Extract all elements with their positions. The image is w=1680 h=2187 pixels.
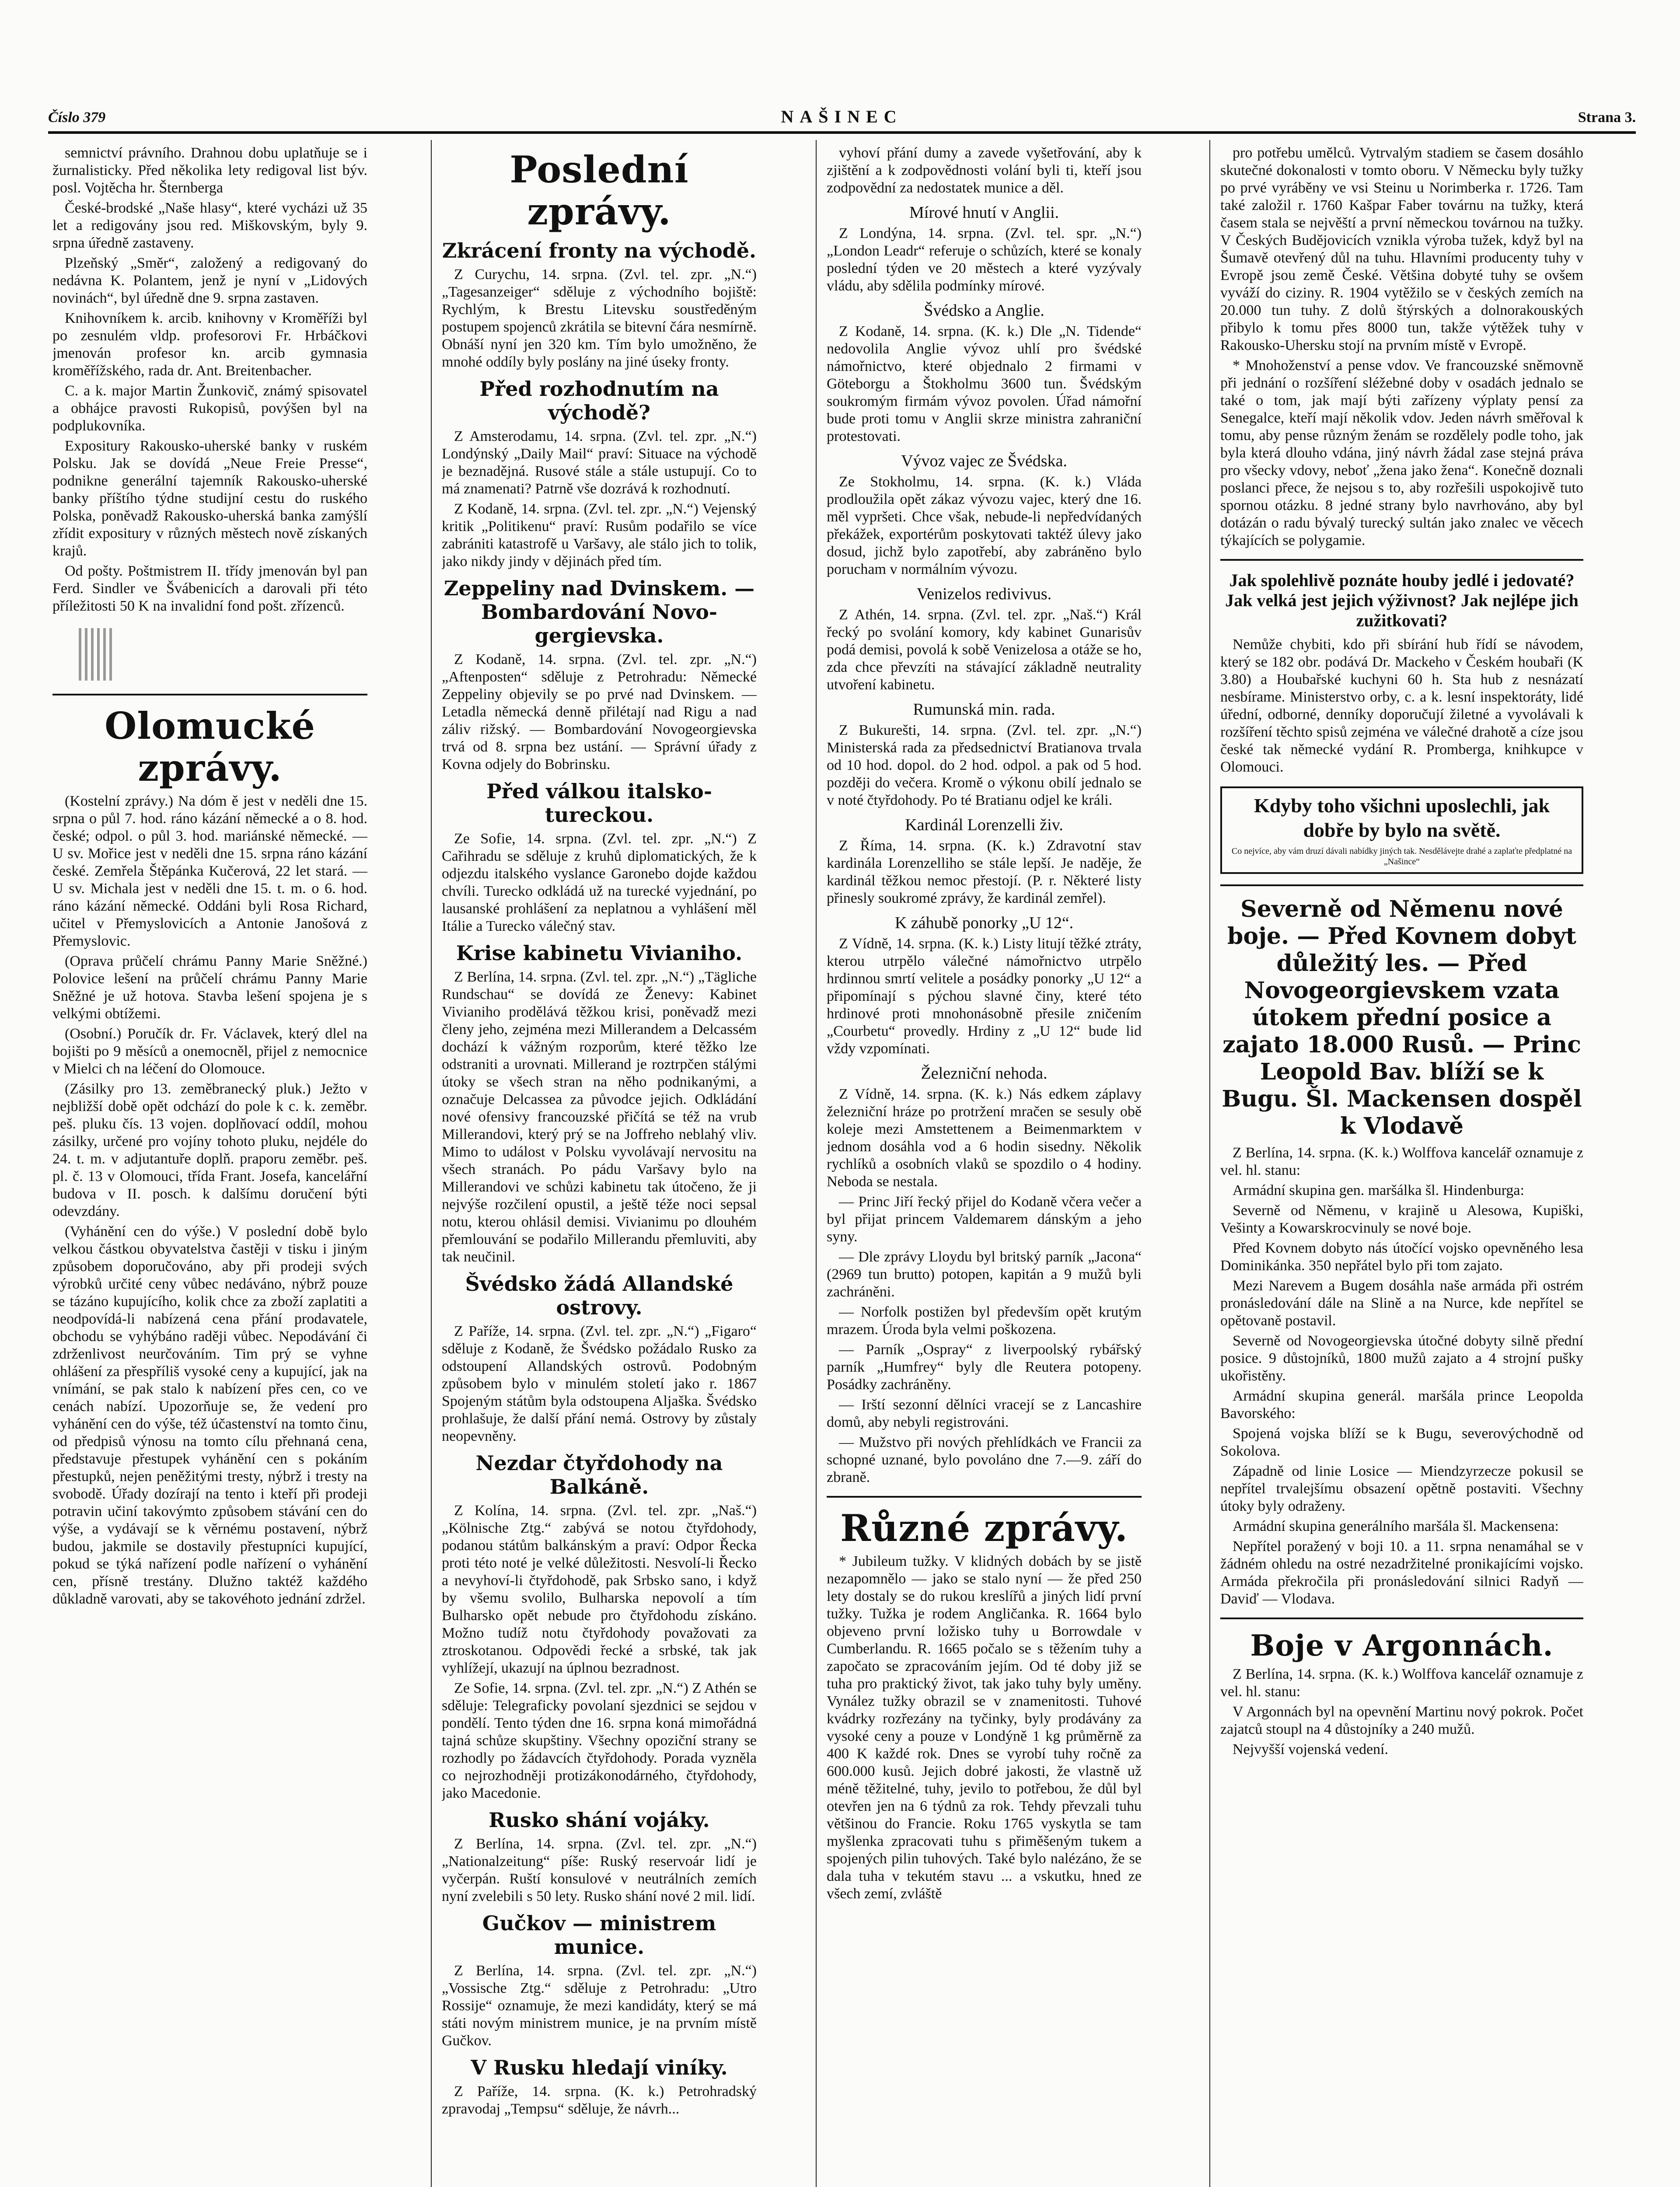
article-paragraph: Západně od linie Losice — Miendzyrzecze pokusil se nepřítel trvalejšímu obsazení opětně postaviti. Všechny útoky byly odraženy. [1220, 1463, 1583, 1514]
article-paragraph: — Parník „Ospray“ z liverpoolský rybářský parník „Humfrey“ byly dle Reutera potopeny. Posádky zachráněny. [827, 1342, 1142, 1393]
article-paragraph: Z Londýna, 14. srpna. (Zvl. tel. spr. „N.“) „London Leadr“ referuje o schůzích, které se konaly poslední týden ve 20 městech a které vyzývaly vládu, aby sdělila podmínky mírové. [827, 225, 1142, 294]
latest-news-sections [442, 266, 757, 2118]
article-heading: K záhubě ponorky „U 12“. [894, 914, 1074, 932]
column-divider [816, 140, 817, 2187]
mushroom-advert-text: Nemůže chybiti, kdo při sbírání hub řídí se návodem, který se 182 obr. podává Dr. Mackeho v Českém houbaři (K 3.80) a Houbařské kuchyni 60 h. Sta hub z nesnázatí nesbírame. Ministerstvo orby, c. a k. lesní inspektoráty, lidé úřední, odborné, denníky doporučují žiletné a vyvolávali k rozšíření těchto spisů zejména ve válečné drahotě a cíze jsou české tak německé vydání R. Promberga, knihkupce v Olomouci. [1220, 636, 1583, 775]
section-rule [1220, 1618, 1583, 1619]
article-paragraph: Knihovníkem k. arcib. knihovny v Kroměříži byl po zesnulém vldp. profesorovi Fr. Hrbáčkovi jmenován profesor kn. arcib gymnasia kroměřížského, rada dr. Ant. Breitenbacher. [52, 310, 367, 379]
article-paragraph: Severně od Novogeorgievska útočné dobyty silně přední posice. 9 důstojníků, 1800 mužů zajato a 4 strojní pušky ukořistěny. [1220, 1333, 1583, 1384]
section-rule [52, 694, 367, 695]
article-paragraph: Z Berlína, 14. srpna. (K. k.) Wolffova kancelář oznamuje z vel. hl. stanu: [1220, 1666, 1583, 1700]
article-heading: Krise kabinetu Vivianiho. [456, 941, 743, 965]
article-paragraph: (Oprava průčelí chrámu Panny Marie Sněžné.) Polovice lešení na průčelí chrámu Panny Marie Sněžné je už hotova. Stavba lešení spojena je s velkými obtížemi. [52, 953, 367, 1022]
article-heading: Švédsko žádá Allandské ostrovy. [465, 1272, 733, 1319]
issue-number: Číslo 379 [48, 109, 106, 126]
article-paragraph: Z Curychu, 14. srpna. (Zvl. tel. zpr. „N.“) „Tagesanzeiger“ sděluje z východního bojiště: Rychlým, k Brestu Litevsku soustředěným postupem spojenců zkrátila se bitevní čára nesmírně. Obnáší nyní jen 320 km. Tím bylo umožněno, že mnohé oddíly byly poslány na jiné úseky fronty. [442, 266, 757, 370]
article-heading: Gučkov — ministrem munice. [482, 1911, 716, 1959]
olomouc-news-body [52, 793, 367, 1608]
article-paragraph: * Mnohoženství a pense vdov. Ve francouzské sněmovně při jednání o rozšíření sléžebné doby v osadách jednalo se také o tom, jak mají býti zařízeny výplaty pensí za Senegalce, kteří mají několik vdov. Jeden návrh směřoval k tomu, aby pense různým ženám se rozdělely podle toho, jak byla která dlouho vdána, jiný návrh žádal zase stejná práva pro všecky vdovy, neboť „žena jako žena“. Konečně doznali poslanci přece, že nejsou s to, aby rozřešili uspokojivě tuto spornou otázku. 8 jedné strany bylo navrhováno, aby byl dotázán o radu bývalý turecký sultán jako znalec ve věcech týkajících se polygamie. [1220, 357, 1583, 548]
column-4 [1220, 144, 1583, 2187]
article-heading: Železniční nehoda. [921, 1064, 1048, 1083]
article-paragraph: Ze Sofie, 14. srpna. (Zvl. tel. zpr. „N.“) Z Cařihradu se sděluje z kruhů diplomatických, že k odjezdu italského vyslance Garonebo dojde každou chvíli. Turecko odkládá už na turecké vyjednání, po lausanské prohlášení za neplatnou a vyhlášení měl Itálie a Turecko válečný stav. [442, 831, 757, 934]
article-paragraph: Od pošty. Poštmistrem II. třídy jmenován byl pan Ferd. Sindler ve Švábenicích a darovali při této příležitosti 50 K na invalidní fond pošt. zřízenců. [52, 563, 367, 614]
article-paragraph: (Osobní.) Poručík dr. Fr. Václavek, který dlel na bojišti po 9 měsíců a onemocněl, přijel z nemocnice v Mielci ch na léčení do Olomouce. [52, 1026, 367, 1077]
subscription-box [1220, 786, 1583, 874]
article-heading: Rusko shání vojáky. [489, 1808, 710, 1832]
latest-news-heading: Poslední zprávy. [510, 148, 689, 233]
column-divider [431, 140, 432, 2187]
article-paragraph: Expositury Rakousko-uherské banky v ruském Polsku. Jak se dovídá „Neue Freie Presse“, podnikne generální tajemník Rakousko-uherské banky příštího týdne studijní cestu do ruského Polska, poněvadž Rakousko-uherská banka zamýšlí zřídit expositury v různých městech nově získaných krajů. [52, 438, 367, 559]
article-paragraph: Ze Stokholmu, 14. srpna. (K. k.) Vláda prodloužila opět zákaz vývozu vajec, který dne 16. měl vypršeti. Chce však, nebude-li nepředvídaných překážek, exportérům poskytovati taktéž úlevy jako dosud, jichž bylo zapotřebí, aby zabráněno bylo porucham v normálním vývozu. [827, 474, 1142, 577]
page-number: Strana 3. [1578, 109, 1636, 126]
print-artifact [52, 628, 367, 681]
article-paragraph: Ze Sofie, 14. srpna. (Zvl. tel. zpr. „N.“) Z Athén se sděluje: Telegraficky povolaní sjezdnici se sejdou v pondělí. Tento týden dne 16. srpna koná mimořádná tajná schůze skupštiny. Všechny opoziční strany se rozhodly po žádavcích čtyřdohody. Porada vyzněla co nejrozhodněji protizákonodárného, čtyřdohody, jako Macedonie. [442, 1680, 757, 1801]
article-paragraph: Z Paříže, 14. srpna. (Zvl. tel. zpr. „N.“) „Figaro“ sděluje z Kodaně, že Švédsko požádalo Rusko za odstoupení Allandských ostrovů. Podobným způsobem bylo v minulém století jako r. 1867 Spojeným státům byla odstoupena Aljaška. Švédsko prohlašuje, že další přání nemá. Ostrovy by zůstaly neopevněny. [442, 1323, 757, 1444]
article-paragraph: — Princ Jiří řecký přijel do Kodaně včera večer a byl přijat princem Valdemarem dánským a jeho syny. [827, 1194, 1142, 1245]
article-paragraph: Nepřítel poražený v boji 10. a 11. srpna nenamáhal se v žádném ohledu na ostré nezadržitelné pronikajícími vojsko. Armáda překročila při pronásledování silnici Radyň — Daviď — Vlodava. [1220, 1538, 1583, 1607]
section-rule [1220, 559, 1583, 561]
article-paragraph: Armádní skupina generál. maršála prince Leopolda Bavorského: [1220, 1388, 1583, 1422]
article-heading: V Rusku hledají viníky. [471, 2056, 728, 2079]
mushroom-question-heading: Jak spolehlivě poznáte houby jedlé i jedovaté? Jak velká jest jejich výživnost? Jak nejlépe jich zužitkovati? [1225, 570, 1579, 630]
article-paragraph: Z Říma, 14. srpna. (K. k.) Zdravotní stav kardinála Lorenzelliho se stále lepší. Je naděje, že kardinál těžkou nemoc přestojí. (P. r. Některé listy přinesly soukromé zprávy, že kardinál zemřel). [827, 838, 1142, 906]
article-paragraph: České-brodské „Naše hlasy“, které vycházi už 35 let a redigovány jsou red. Miškovským, byly 9. srpna úředně zastaveny. [52, 200, 367, 251]
argonne-heading: Boje v Argonnách. [1250, 1628, 1554, 1663]
argonne-body [1220, 1666, 1583, 1758]
article-paragraph: Z Vídně, 14. srpna. (K. k.) Listy litují těžké ztráty, kterou utrpělo válečné námořnictvo utrpělo hrdinnou smrtí velitele a posádky ponorky „U 12“ a připomínají s pýchou slavné činy, které této hrdinové proti mnohonásobně přesile zničením „Courbetu“ provedly. Hrdiny z „U 12“ bude lid vždy vzpomínati. [827, 936, 1142, 1057]
article-heading: Zeppeliny nad Dvinskem. — Bombardování Novo-gergievska. [444, 576, 755, 647]
article-paragraph: Z Kolína, 14. srpna. (Zvl. tel. zpr. „Naš.“) „Kölnische Ztg.“ zabývá se notou čtyřdohody, podanou státům balkánským a praví: Odpor Řecka proti této noté je velké důležitosti. Nesvolí-li Řecko a nevyhoví-li čtyřdohodě, pak Srbsko sano, i když by všemu svolilo, Bulharska nepovolí a tím Bulharsko opět nebude pro čtyřdohodu získáno. Možno tudíž notu čtyřdohody považovati za ztroskotanou. Odpovědi řecké a srbské, tak jak vyhlížejí, ukazují na úplnou bezradnost. [442, 1502, 757, 1676]
article-heading: Vývoz vajec ze Švédska. [901, 452, 1067, 470]
various-news-body [827, 1553, 1142, 1903]
column-divider [1209, 140, 1210, 2187]
latest-news-subheading: Zkrácení fronty na východě. [442, 239, 757, 262]
article-paragraph: Před Kovnem dobyto nás útočící vojsko opevněného lesa Dominikánka. 350 nepřátel bylo při tom zajato. [1220, 1240, 1583, 1274]
article-paragraph: Mezi Narevem a Bugem dosáhla naše armáda při ostrém pronásledování dále na Slině a na Nurce, kde nepřítel se opětovaně postavil. [1220, 1278, 1583, 1329]
column-3-top-text [827, 144, 1142, 197]
front-news-heading: Severně od Němenu nové boje. — Před Kovnem dobyt důležitý les. — Před Novogeorgievskem vzata útokem přední posice a zajato 18.000 Rusů. — Princ Leopold Bav. blíží se k Bugu. Šl. Mackensen dospěl k Vlodavě [1222, 896, 1582, 1139]
article-paragraph: (Vyhánění cen do výše.) V poslední době bylo velkou částkou obyvatelstva častěji v tisku i jiným způsobem doporučováno, aby při prodeji svých výrobků určité ceny vůbec nedáváno, nýbrž pouze se tázáno kupujícího, kolik chce za zboží zaplatiti a neodpovídá-li nabízená cena přání prodavatele, obchodu se vyhýbáno raději vůbec. Nepodávání či zdrženlivost neurčováním. Tim prý se vyhne ohlášení za přespříliš vysoké ceny a kupující, jak na vnímání, se pak stalo k nabízení přes cen, co ve cenách nabízí. Upozorňuje se, že vedení pro vyhánění cen do výše, též účastenství na tomto činu, od předpisů výnosu na tomto cílu přehnaná cena, představuje přestupek vyhánění cen s pokáním přestupků, nejen peněžitými tresty, nýbrž i tresty na svobodě. Úřady dozírají na tento i kteří při prodeji potravin učiní takovýmto způsobem stávání cen do výše, a vydávají se k věrnému postavení, nýbrž budou, jakmile se dostavily přestupníci kupující, pokud se týká nařízení podle nařízení o vyhánění cen, přísně trestány. Dlužno taktéž každého důkladně varovati, aby se takovéhoto jednání zdržel. [52, 1223, 367, 1607]
article-paragraph: Z Bukurešti, 14. srpna. (Zvl. tel. zpr. „N.“) Ministerská rada za předsednictví Bratianova trvala od 10 hod. dopol. do 2 hod. odpol. a pak od 5 hod. později do večera. Kromě o výkonu obilí jednalo se v noté čtyřdohody. Po té Bratianu odjel ke králi. [827, 722, 1142, 808]
article-paragraph: Z Berlína, 14. srpna. (Zvl. tel. zpr. „N.“) „Nationalzeitung“ píše: Ruský reservoár lidí je vyčerpán. Ruští konsulové v neutrálních zemích nyní zvelebili s 50 lety. Rusko shání nové 2 mil. lidí. [442, 1836, 757, 1904]
article-paragraph: Z Athén, 14. srpna. (Zvl. tel. zpr. „Naš.“) Král řecký po svolání komory, kdy kabinet Gunarisův podá demisi, povolá k sobě Venizelosa a otáže se ho, zda chce převzíti na stávající základně neutrality utvoření kabinetu. [827, 607, 1142, 693]
section-rule [827, 1496, 1142, 1498]
article-heading: Mírové hnutí v Anglii. [909, 203, 1059, 222]
column-3-sections [827, 203, 1142, 1486]
article-paragraph: — Dle zprávy Lloydu byl britský parník „Jacona“ (2969 tun brutto) potopen, kapitán a 9 mužů byli zachráněni. [827, 1249, 1142, 1300]
various-news-heading: Různé zprávy. [840, 1506, 1128, 1550]
article-paragraph: — Mužstvo při nových přehlídkách ve Francii za schopné uznané, bylo povoláno dne 7.—9. září do zbraně. [827, 1434, 1142, 1485]
article-paragraph: pro potřebu umělců. Vytrvalým stadiem se časem dosáhlo skutečné dokonalosti v tomto oboru. V Německu byly tužky po prvé vyráběny ve vsi Steinu u Norimberka r. 1726. Tam také založil r. 1760 Kašpar Faber továrnu na tužky, která časem stala se nejvěští a první německou továrnou na tužky. V Českých Budějovicích vznikla výroba tužek, když byl na Šumavě otevřený důl na tuhu. Hlavními producenty tuhy v Evropě jsou země České. Většina dobyté tuhy se ovšem vyváží do ciziny. R. 1904 vytěžilo se v českých zemích na 20.000 tun tuhy. Z dolů štýrských a dolnorakouských přibylo k tomu přes 8000 tun, takže výtěžek tuhy v Rakousko-Uhersku stojí na prvním místě v Evropě. [1220, 145, 1583, 353]
newspaper-title: NAŠINEC [781, 107, 903, 126]
column-4-top-text [1220, 144, 1583, 549]
subscription-box-text: Kdyby toho všichni uposlechli, jak dobře by bylo na světě. [1254, 794, 1550, 841]
column-1-top-articles [52, 144, 367, 615]
article-heading: Kardinál Lorenzelli živ. [905, 816, 1063, 834]
article-paragraph: Z Berlína, 14. srpna. (Zvl. tel. zpr. „N.“) „Vossische Ztg.“ sděluje z Petrohradu: „Utro Rossije“ oznamuje, že mezi kandidáty, který se má státi novým ministrem munice, je na prvním místě Gučkov. [442, 1963, 757, 2049]
front-news-body [1220, 1144, 1583, 1608]
section-rule [1220, 884, 1583, 886]
column-3 [827, 144, 1142, 2187]
article-paragraph: C. a k. major Martin Žunkovič, známý spisovatel a obhájce pravosti Rukopisů, povýšen byl na podplukovníka. [52, 383, 367, 434]
article-paragraph: semnictví právního. Drahnou dobu uplatňuje se i žurnalisticky. Před několika lety redigoval list býv. posl. Vojtěcha hr. Šternberga [52, 145, 367, 196]
column-2 [442, 144, 757, 2187]
article-paragraph: (Zásilky pro 13. zeměbranecký pluk.) Ježto v nejbližší době opět odchází do pole k c. k. zeměbr. peš. pluku čís. 13 vojen. doplňovací oddíl, mohou zásilky, určené pro vojíny tohoto pluku, nejdéle do 24. t. m. v adjutantuře doplň. praporu zeměbr. peš. pl. č. 13 v Olomouci, třída Frant. Josefa, kancelářní budova v II. posch. k dalšímu doručení býti odevzdány. [52, 1081, 367, 1219]
article-paragraph: Armádní skupina generálního maršála šl. Mackensena: [1233, 1518, 1559, 1534]
article-paragraph: Armádní skupina gen. maršálka šl. Hindenburga: [1233, 1182, 1524, 1198]
article-paragraph: Spojená vojska blíží se k Bugu, severovýchodně od Sokolova. [1220, 1425, 1583, 1459]
article-paragraph: Z Vídně, 14. srpna. (K. k.) Nás edkem záplavy železniční hráze po protržení mračen se sesuly obě koleje mezi Amstettenem a Beimenmarktem v jednom dosáhla vod a 6 hodin sisedny. Několik rychlíků a osobních vlaků se spozdilo o 4 hodiny. Neboda se nestala. [827, 1086, 1142, 1190]
article-paragraph: Nejvyšší vojenská vedení. [1233, 1741, 1388, 1757]
article-heading: Venizelos redivivus. [916, 585, 1052, 603]
article-heading: Nezdar čtyřdohody na Balkáně. [475, 1451, 723, 1499]
article-paragraph: Z Kodaně, 14. srpna. (K. k.) Dle „N. Tidende“ nedovolila Anglie vývoz uhlí pro švédské námořnictvo, které objednalo 2 firmami v Göteborgu a Štokholmu 3600 tun. Švédským soukromým firmám vývoz povolen. Úřad námořní bude proti tomu v Anglii skrze ministra zahraniční protestovati. [827, 323, 1142, 444]
article-paragraph: * Jubileum tužky. V klidných dobách by se jistě nezapomnělo — jako se stalo nyní — že před 250 lety dostaly se do rukou kreslířů a jiných lidí první tužky. Tužka je rodem Angličanka. R. 1664 bylo objeveno první ložisko tuhy u Borrowdale v Cumberlandu. R. 1665 počalo se s těžením tuhy a započato se zpracováním jejím. Od té doby již se tuha pro praktický život, tak jako tuhy byly uměny. Vynález tužky obrazil se v znamenitosti. Tuhové kvádrky rozřezány na tyčinky, byly prodávány za vysoké ceny a pouze v Londýně 1 kg průměrně za 400 K každé rok. Dnes se vyrobí tuhy ročně za 600.000 kusů. Jejich dobré jakosti, že vlastně už méně těžitelné, tuhy, jevilo to potřebou, že důl byl otevřen jen na 6 týdnů za rok. Tehdy převzali tuhu většinou do Francie. Roku 1765 vyskytla se tam myšlenka zpracovati tuhu s přiměšeným tukem a spojených pilin tuhových. Také bylo nalézáno, že se dala tuha v tekutém stavu ... a vskutku, hned ze všech zemí, zvláště [827, 1553, 1142, 1902]
column-1 [52, 144, 367, 2187]
article-heading: Před rozhodnutím na východě? [479, 377, 719, 424]
article-paragraph: — Irští sezonní dělníci vracejí se z Lancashire domů, aby nebyli registrováni. [827, 1397, 1142, 1430]
article-paragraph: Z Berlína, 14. srpna. (Zvl. tel. zpr. „N.“) „Tägliche Rundschau“ se dovídá ze Ženevy: Kabinet Vivianiho prodělává těžkou krisi, poněvadž mezi členy jeho, zejména mezi Millerandem a Delcassém dochází k vážným rozporům, které těžko lze odstraniti a urovnati. Millerand je roztrpčen stálými útoky se všech stran na něho podnikanými, a označuje Delcassea za původce jejich. Odkládání nové ofensivy francouzské přičítá se též na vrub Millerandovi, který prý se na Joffreho neblahý vliv. Mimo to událost v Polsku vyvolávají nervositu na všech stranách. Po pádu Varšavy bylo na Millerandovi ve schůzi kabinetu tak útočeno, že ji nejvýše rozčilení opustil, a ještě téže noci sepsal notu, kterou ohlásil demisi. Vivianimu po dlouhém přemlouvání se podařilo Millerandu přemluviti, aby tak neučinil. [442, 969, 757, 1265]
article-heading: Rumunská min. rada. [913, 700, 1055, 719]
olomouc-news-heading: Olomucké zprávy. [105, 704, 315, 790]
article-paragraph: Z Kodaně, 14. srpna. (Zvl. tel. zpr. „N.“) Vejenský kritik „Politikenu“ praví: Rusům podařilo se více zabrániti katastrofě u Varšavy, ale stálo jich to tolik, jako nikdy jindy v dějinách před tím. [442, 501, 757, 569]
article-heading: Švédsko a Anglie. [924, 301, 1044, 320]
article-paragraph: — Norfolk postižen byl především opět krutým mrazem. Úroda byla velmi poškozena. [827, 1304, 1142, 1338]
article-paragraph: (Kostelní zprávy.) Na dóm ě jest v neděli dne 15. srpna o půl 7. hod. ráno kázání německé a o 8. hod. české; odpol. o půl 3. hod. mariánské německé. — U sv. Mořice jest v neděli dne 15. srpna ráno kázání české. Zemřela Štěpánka Kučerová, 22 let stará. — U sv. Michala jest v neděli dne 15. t. m. o 6. hod. ráno kázání německé. Oddáni byli Rosa Richard, učitel v Přemyslovicích a Antonie Janošová z Přemyslovic. [52, 793, 367, 949]
article-paragraph: Plzeňský „Směr“, založený a redigovaný do nedávna K. Polantem, jenž je nyní v „Lidových novinách“, byl úředně dne 9. srpna zastaven. [52, 255, 367, 306]
article-paragraph: vyhoví přání dumy a zavede vyšetřování, aby k zjištění a k zodpovědnosti volání byli ti, kteří jsou zodpovědní za nedostatek munice a děl. [827, 145, 1142, 196]
article-paragraph: V Argonnách byl na opevnění Martinu nový pokrok. Počet zajatců stoupl na 4 důstojníky a 240 mužů. [1220, 1704, 1583, 1737]
subscription-box-fine-print: Co nejvíce, aby vám druzí dávali nabídky jiných tak. Nesdělávejte drahé a zaplaťte předplatné na „Našince“ [1231, 846, 1572, 866]
article-paragraph: Severně od Němenu, v krajině u Alesowa, Kupiški, Vešinty a Kowarskrocvinuly se nové boje. [1220, 1202, 1583, 1236]
article-paragraph: Z Amsterodamu, 14. srpna. (Zvl. tel. zpr. „N.“) Londýnský „Daily Mail“ praví: Situace na východě je beznadějná. Rusové stále a stále ustupují. Co to má znamenati? Patrně vše dozrává k rozhodnutí. [442, 428, 757, 497]
article-paragraph: Z Paříže, 14. srpna. (K. k.) Petrohradský zpravodaj „Tempsu“ sděluje, že návrh... [442, 2083, 757, 2117]
article-heading: Před válkou italsko-tureckou. [486, 779, 712, 827]
article-paragraph: Z Kodaně, 14. srpna. (Zvl. tel. zpr. „N.“) „Aftenposten“ sděluje z Petrohradu: Německé Zeppeliny objevily se po prvé nad Dvinskem. — Letadla německá denně přilétají nad Rigu a nad záliv rižský. — Bombardování Novogeorgievska trvá od 8. srpna bez ustání. — Správní úřady z Kovna odjely do Bobrinsku. [442, 651, 757, 772]
article-paragraph: Z Berlína, 14. srpna. (K. k.) Wolffova kancelář oznamuje z vel. hl. stanu: [1220, 1145, 1583, 1178]
masthead [48, 92, 1636, 134]
